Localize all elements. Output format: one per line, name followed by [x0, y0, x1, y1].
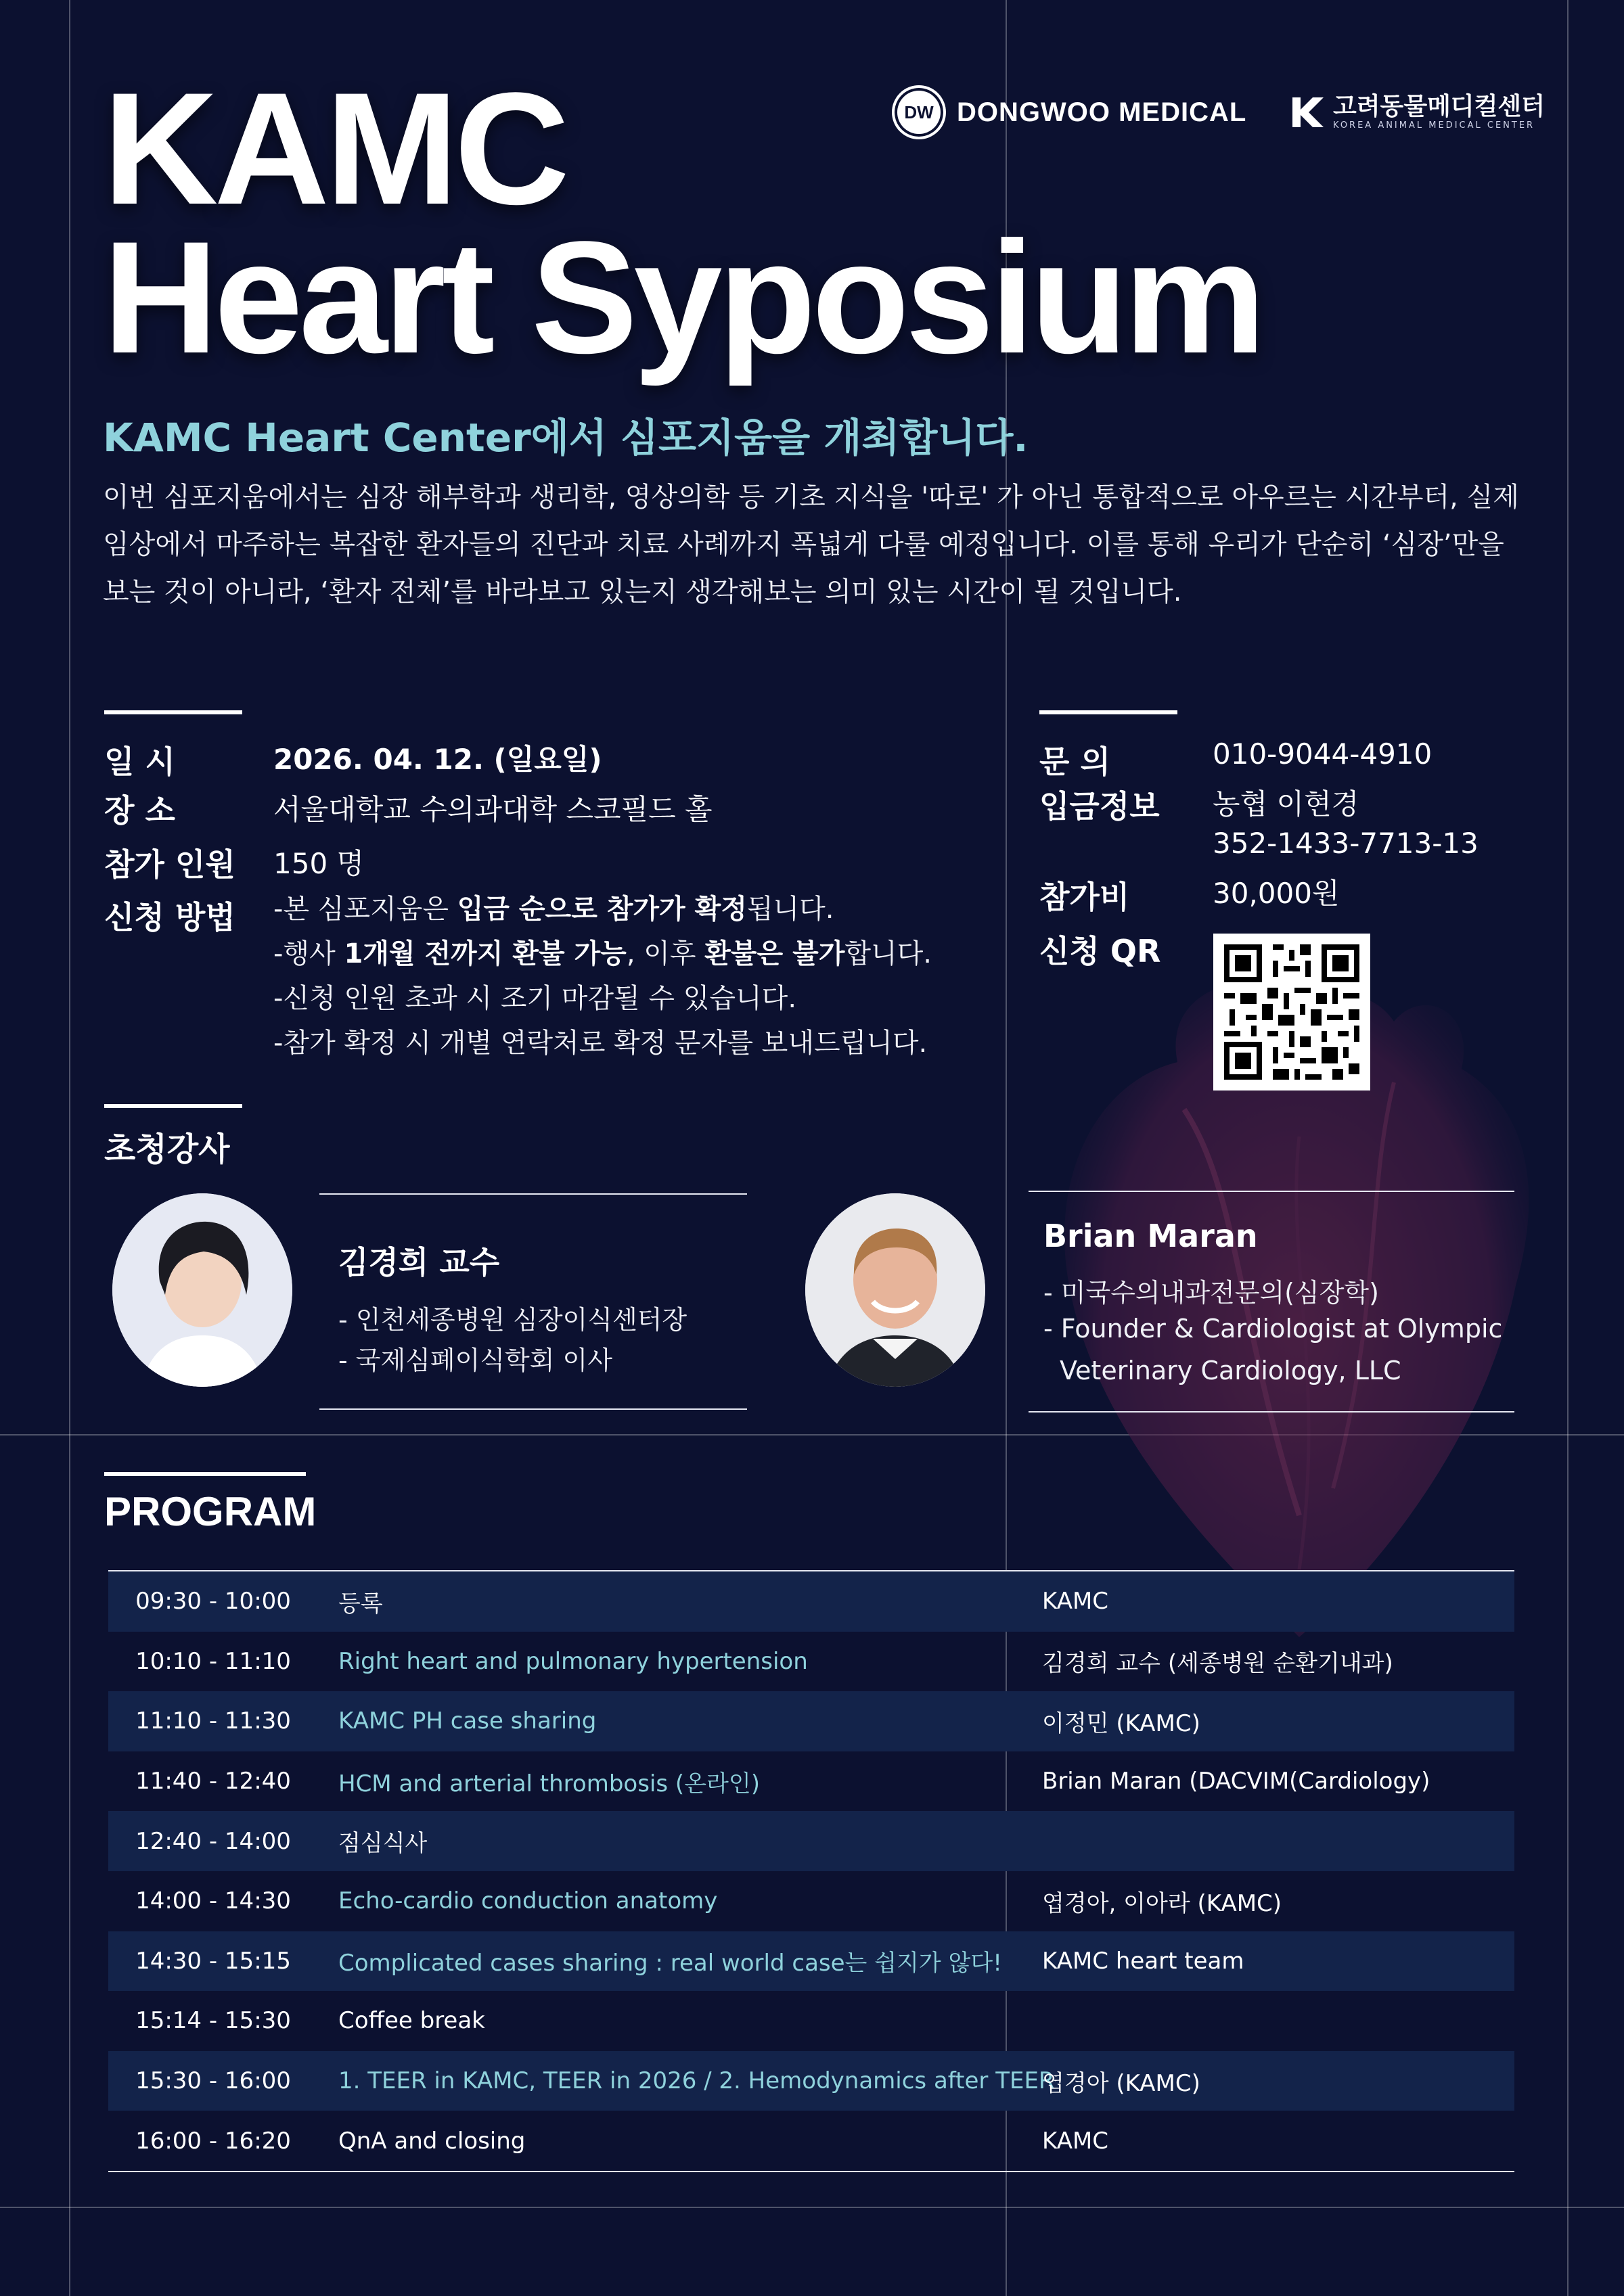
guide-line	[69, 0, 70, 2296]
program-session: 등록	[338, 1590, 383, 1617]
program-speaker: 이정민 (KAMC)	[1042, 1709, 1200, 1737]
program-time: 09:30 - 10:00	[135, 1588, 291, 1615]
title-line-2: Heart Syposium	[103, 208, 1262, 387]
speaker-avatar	[805, 1193, 985, 1387]
event-capacity: 150 명	[273, 847, 365, 880]
program-session: Complicated cases sharing : real world case는 쉽지가 않다!	[338, 1950, 1002, 1977]
program-session: Echo-cardio conduction anatomy	[338, 1887, 718, 1915]
speaker-credential: - 미국수의내과전문의(심장학)	[1043, 1278, 1379, 1308]
subtitle: KAMC Heart Center에서 심포지움을 개최합니다.	[103, 415, 1029, 461]
program-row	[108, 1811, 1514, 1871]
fee-label: 참가비	[1039, 879, 1130, 915]
guide-line	[0, 2207, 1624, 2208]
program-title: PROGRAM	[104, 1489, 317, 1534]
program-session: 1. TEER in KAMC, TEER in 2026 / 2. Hemodynamics after TEER	[338, 2067, 1055, 2095]
program-speaker: KAMC	[1042, 2127, 1109, 2155]
speaker-credential: - 국제심폐이식학회 이사	[338, 1346, 612, 1375]
event-date: 2026. 04. 12. (일요일)	[273, 743, 602, 776]
program-session: Right heart and pulmonary hypertension	[338, 1647, 808, 1675]
program-speaker: 엽경아 (KAMC)	[1042, 2069, 1200, 2097]
program-time: 14:30 - 15:15	[135, 1947, 291, 1975]
note-line: -신청 인원 초과 시 조기 마감될 수 있습니다.	[273, 983, 797, 1014]
divider	[1029, 1411, 1514, 1413]
section-bar	[104, 1472, 306, 1476]
speaker-credential: Veterinary Cardiology, LLC	[1060, 1356, 1401, 1385]
contact-phone: 010-9044-4910	[1213, 737, 1433, 771]
program-row	[108, 1691, 1514, 1751]
program-speaker: KAMC	[1042, 1588, 1109, 1615]
section-bar	[104, 1104, 242, 1108]
speaker-name: Brian Maran	[1043, 1218, 1258, 1254]
speaker-name: 김경희 교수	[338, 1244, 500, 1281]
program-speaker: 엽경아, 이아라 (KAMC)	[1042, 1889, 1282, 1917]
program-time: 11:10 - 11:30	[135, 1707, 291, 1735]
kamc-k-icon	[1290, 95, 1325, 130]
program-time: 15:14 - 15:30	[135, 2007, 291, 2035]
program-session: QnA and closing	[338, 2127, 526, 2155]
note-line: -참가 확정 시 개별 연락처로 확정 문자를 보내드립니다.	[273, 1028, 928, 1059]
speaker-credential: - Founder & Cardiologist at Olympic	[1043, 1314, 1503, 1344]
program-speaker: KAMC heart team	[1042, 1947, 1244, 1975]
dongwoo-badge-icon: DW	[892, 85, 946, 139]
method-label: 신청 방법	[104, 899, 235, 936]
inquiry-label: 문 의	[1039, 743, 1110, 780]
divider	[1029, 1191, 1514, 1192]
note-line: -본 심포지움은 입금 순으로 참가가 확정됩니다.	[273, 894, 834, 925]
venue-label: 장 소	[104, 792, 175, 829]
kamc-name-ko: 고려동물메디컬센터	[1333, 93, 1545, 120]
qr-label: 신청 QR	[1039, 933, 1161, 969]
program-row	[108, 1571, 1514, 1632]
program-time: 14:00 - 14:30	[135, 1887, 291, 1915]
program-session: 점심식사	[338, 1830, 428, 1858]
bank-name: 농협 이현경	[1213, 787, 1359, 821]
section-bar	[104, 710, 242, 714]
speaker-credential: - 인천세종병원 심장이식센터장	[338, 1305, 687, 1335]
program-speaker: 김경희 교수 (세종병원 순환기내과)	[1042, 1650, 1393, 1678]
program-row	[108, 2051, 1514, 2111]
dongwoo-name: DONGWOO MEDICAL	[957, 97, 1247, 127]
intro-paragraph: 이번 심포지움에서는 심장 해부학과 생리학, 영상의학 등 기초 지식을 '따로' 가 아닌 통합적으로 아우르는 시간부터, 실제 임상에서 마주하는 복잡한 환자들의 진단과 치료 사례까지 폭넓게 다룰 예정입니다. 이를 통해 우리가 단순히 ‘심장’만을 보는 것이 아니라, ‘환자 전체’를 바라보고 있는지 생각해보는 의미 있는 시간이 될 것입니다.	[103, 482, 1519, 607]
program-row	[108, 2111, 1514, 2171]
fee-value: 30,000원	[1213, 877, 1340, 910]
speaker-avatar	[112, 1193, 292, 1387]
program-session: HCM and arterial thrombosis (온라인)	[338, 1770, 760, 1797]
event-venue: 서울대학교 수의과대학 스코필드 홀	[273, 793, 713, 826]
program-time: 15:30 - 16:00	[135, 2067, 291, 2095]
bank-account: 352-1433-7713-13	[1213, 827, 1479, 860]
program-session: Coffee break	[338, 2007, 485, 2035]
program-row	[108, 1991, 1514, 2051]
speakers-title: 초청강사	[104, 1130, 230, 1168]
title-line-1: KAMC	[103, 60, 566, 238]
program-time: 16:00 - 16:20	[135, 2127, 291, 2155]
divider	[319, 1408, 747, 1410]
kamc-logo	[1290, 93, 1545, 131]
deposit-label: 입금정보	[1039, 788, 1160, 825]
note-line: -행사 1개월 전까지 환불 가능, 이후 환불은 불가합니다.	[273, 938, 932, 969]
program-row	[108, 1751, 1514, 1812]
section-bar	[1039, 710, 1177, 714]
program-session: KAMC PH case sharing	[338, 1707, 597, 1735]
program-table	[108, 1570, 1514, 2172]
registration-qr-icon[interactable]	[1213, 934, 1370, 1090]
date-label: 일 시	[104, 743, 175, 780]
divider	[319, 1193, 747, 1195]
capacity-label: 참가 인원	[104, 846, 235, 883]
kamc-name-en: KOREA ANIMAL MEDICAL CENTER	[1333, 120, 1535, 131]
program-time: 12:40 - 14:00	[135, 1827, 291, 1855]
program-row	[108, 1931, 1514, 1992]
program-time: 11:40 - 12:40	[135, 1768, 291, 1795]
program-time: 10:10 - 11:10	[135, 1647, 291, 1675]
program-row	[108, 1871, 1514, 1931]
program-row	[108, 1632, 1514, 1692]
dongwoo-logo	[892, 85, 1246, 139]
program-speaker: Brian Maran (DACVIM(Cardiology)	[1042, 1768, 1430, 1795]
